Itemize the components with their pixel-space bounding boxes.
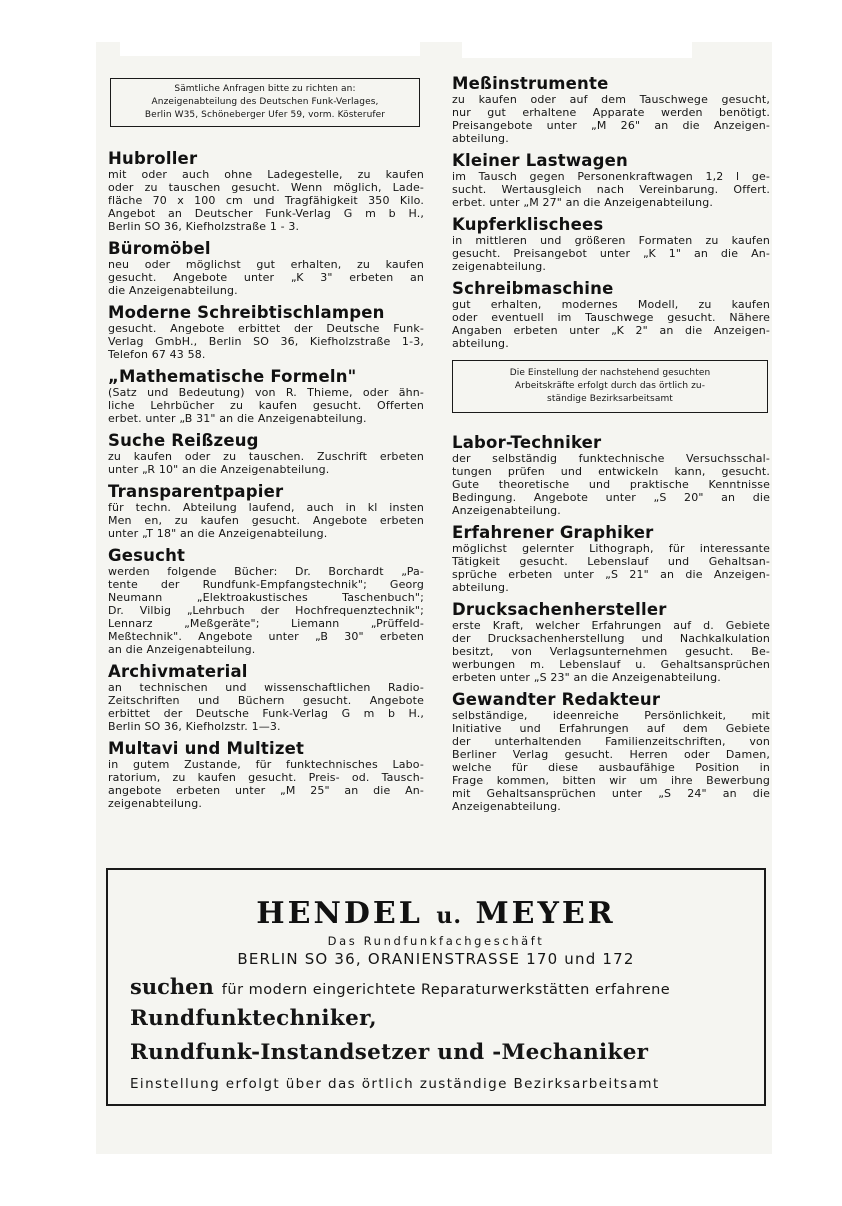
ad-title: Archivmaterial: [108, 662, 248, 681]
ad-title: Kleiner Lastwagen: [452, 151, 628, 170]
ad-body: [108, 322, 424, 361]
ad-line: der selbständig funktechnische Versuchsschal-: [452, 452, 770, 465]
search-line: [130, 974, 670, 999]
ad-drucksachenhersteller: [452, 600, 770, 684]
notice-line: ständige Bezirksarbeitsamt: [547, 394, 673, 404]
ad-line: ratorium, zu kaufen gesucht. Preis- od. Tausch-: [108, 771, 424, 784]
ad-line: Meßtechnik". Angebote unter „B 30" erbeten: [108, 630, 424, 643]
ad-line: erbittet der Deutsche Funk-Verlag G m b H.,: [108, 707, 424, 720]
ad-line: mit Gehaltsansprüchen unter „S 24" an die: [452, 787, 770, 800]
ad-line: Tätigkeit gesucht. Lebenslauf und Gehaltsan-: [452, 555, 770, 568]
ad-body: [108, 168, 424, 233]
ad-redakteur: [452, 690, 770, 813]
ad-archivmaterial: [108, 662, 424, 733]
ad-title: Labor-Techniker: [452, 433, 602, 452]
ad-line: tungen prüfen und entwickeln kann, gesucht.: [452, 465, 770, 478]
ad-line: möglichst gelernter Lithograph, für interessante: [452, 542, 770, 555]
ad-line: unter „R 10" an die Anzeigenabteilung.: [108, 463, 330, 476]
ad-line: welche für diese ausbaufähige Position in: [452, 761, 770, 774]
ad-line: oder zu tauschen gesucht. Wenn möglich, Lade-: [108, 181, 424, 194]
company-name: [108, 896, 764, 931]
ad-line: erbet. unter „B 31" an die Anzeigenabteilung.: [108, 412, 367, 425]
ad-line: zu kaufen oder zu tauschen. Zuschrift erbeten: [108, 450, 424, 463]
ad-line: besitzt, von Verlagsunternehmen gesucht. Be-: [452, 645, 770, 658]
ad-line: Zeitschriften und Büchern gesucht. Angebote: [108, 694, 424, 707]
ad-line: Verlag GmbH., Berlin SO 36, Kiefholzstraße 1-3,: [108, 335, 424, 348]
ad-title: Gewandter Redakteur: [452, 690, 661, 709]
ad-body: [452, 298, 770, 350]
ad-line: sprüche erbeten unter „S 21" an die Anzeigen-: [452, 568, 770, 581]
ad-line: Angaben erbeten unter „K 2" an die Anzeigen-: [452, 324, 770, 337]
ad-line: Initiative und Erfahrungen auf dem Gebiete: [452, 722, 770, 735]
ad-line: werden folgende Bücher: Dr. Borchardt „Pa-: [108, 565, 424, 578]
ad-line: Bedingung. Angebote unter „S 20" an die: [452, 491, 770, 504]
ad-line: nur gut erhaltene Apparate werden benötigt.: [452, 106, 770, 119]
ad-title: Moderne Schreibtischlampen: [108, 303, 385, 322]
ad-title: Suche Reißzeug: [108, 431, 259, 450]
search-text: für modern eingerichtete Reparaturwerkstätten erfahrene: [221, 982, 671, 998]
ad-line: gesucht. Angebote unter „K 3" erbeten an: [108, 271, 424, 284]
ad-schreibmaschine: [452, 279, 770, 350]
ad-body: [108, 681, 424, 733]
ad-transparentpapier: [108, 482, 424, 540]
company-address: BERLIN SO 36, ORANIENSTRASSE 170 und 172: [237, 950, 635, 968]
ad-title: Erfahrener Graphiker: [452, 523, 654, 542]
notice-line: Anzeigenabteilung des Deutschen Funk-Verlages,: [151, 97, 379, 107]
ad-line: erbet. unter „M 27" an die Anzeigenabteilung.: [452, 196, 714, 209]
ad-bueromoebel: [108, 239, 424, 297]
paper-blank-area: [120, 6, 420, 56]
ad-title: Büromöbel: [108, 239, 211, 258]
ad-body: [108, 501, 424, 540]
ad-body: [108, 450, 424, 476]
company-name-last: MEYER: [475, 896, 616, 931]
ad-line: Anzeigenabteilung.: [452, 800, 561, 813]
employment-footer: Einstellung erfolgt über das örtlich zuständige Bezirksarbeitsamt: [130, 1076, 660, 1092]
job-title-2: Rundfunk-Instandsetzer und -Mechaniker: [130, 1040, 649, 1065]
ad-title: Drucksachenhersteller: [452, 600, 667, 619]
ad-line: erste Kraft, welcher Erfahrungen auf d. Gebiete: [452, 619, 770, 632]
ad-line: die Anzeigenabteilung.: [108, 284, 238, 297]
ad-line: Neumann „Elektroakustisches Taschenbuch";: [108, 591, 424, 604]
ad-body: [452, 709, 770, 813]
ad-multavi-multizet: [108, 739, 424, 810]
ad-line: Lennarz „Meßgeräte"; Liemann „Prüffeld-: [108, 617, 424, 630]
company-name-first: HENDEL: [256, 896, 423, 931]
ad-line: Berliner Verlag gesucht. Herren oder Damen,: [452, 748, 770, 761]
search-keyword: suchen: [130, 974, 214, 999]
ad-line: der Drucksachenherstellung und Nachkalkulation: [452, 632, 770, 645]
ad-line: abteilung.: [452, 581, 509, 594]
ad-gesucht-buecher: [108, 546, 424, 656]
ad-line: zu kaufen oder auf dem Tauschwege gesucht,: [452, 93, 770, 106]
ad-line: Men en, zu kaufen gesucht. Angebote erbeten: [108, 514, 424, 527]
ad-mathematische-formeln: [108, 367, 424, 425]
ad-body: [108, 386, 424, 425]
ad-line: neu oder möglichst gut erhalten, zu kaufen: [108, 258, 424, 271]
ad-line: Telefon 67 43 58.: [108, 348, 206, 361]
ad-line: (Satz und Bedeutung) von R. Thieme, oder ähn-: [108, 386, 424, 399]
ad-lastwagen: [452, 151, 770, 209]
employment-notice: [452, 360, 768, 413]
ad-line: der unterhaltenden Familienzeitschriften, von: [452, 735, 770, 748]
ad-graphiker: [452, 523, 770, 594]
ad-line: fläche 70 x 100 cm und Tragfähigkeit 350 Kilo.: [108, 194, 424, 207]
ad-body: [108, 565, 424, 656]
ad-title: „Mathematische Formeln": [108, 367, 357, 386]
ad-line: werbungen m. Lebenslauf u. Gehaltsansprüchen: [452, 658, 770, 671]
ad-line: oder eventuell im Tauschwege gesucht. Nähere: [452, 311, 770, 324]
ad-line: gut erhalten, modernes Modell, zu kaufen: [452, 298, 770, 311]
ad-messinstrumente: [452, 74, 770, 145]
ad-line: zeigenabteilung.: [452, 260, 547, 273]
ad-line: Angebot an Deutscher Funk-Verlag G m b H.,: [108, 207, 424, 220]
ad-line: Dr. Vilbig „Lehrbuch der Hochfrequenztechnik";: [108, 604, 424, 617]
ad-line: abteilung.: [452, 132, 509, 145]
contact-notice: [110, 78, 420, 127]
notice-line: Die Einstellung der nachstehend gesuchten: [509, 368, 711, 378]
ad-title: Meßinstrumente: [452, 74, 609, 93]
ad-body: [452, 619, 770, 684]
ad-title: Kupferklischees: [452, 215, 604, 234]
ad-line: selbständige, ideenreiche Persönlichkeit, mit: [452, 709, 770, 722]
paper-blank-area: [462, 4, 692, 58]
ad-line: abteilung.: [452, 337, 509, 350]
ad-hubroller: [108, 149, 424, 233]
ad-line: unter „T 18" an die Anzeigenabteilung.: [108, 527, 328, 540]
ad-title: Gesucht: [108, 546, 186, 565]
ad-line: liche Lehrbücher zu kaufen gesucht. Offerten: [108, 399, 424, 412]
right-column: [452, 74, 770, 819]
ad-line: gesucht. Angebote erbittet der Deutsche Funk-: [108, 322, 424, 335]
ad-labor-techniker: [452, 433, 770, 517]
ad-body: [452, 234, 770, 273]
ad-body: [452, 170, 770, 209]
ad-reisszeug: [108, 431, 424, 476]
job-title-1: Rundfunktechniker,: [130, 1006, 377, 1031]
hendel-meyer-ad: [106, 868, 766, 1106]
ad-line: in gutem Zustande, für funktechnisches Labo-: [108, 758, 424, 771]
ad-body: [452, 93, 770, 145]
ad-line: Frage kommen, bitten wir um ihre Bewerbung: [452, 774, 770, 787]
ad-line: sucht. Wertausgleich nach Vereinbarung. Offert.: [452, 183, 770, 196]
ad-line: Anzeigenabteilung.: [452, 504, 561, 517]
ad-title: Hubroller: [108, 149, 198, 168]
ad-line: gesucht. Preisangebot unter „K 1" an die An-: [452, 247, 770, 260]
ad-body: [452, 452, 770, 517]
ad-line: an die Anzeigenabteilung.: [108, 643, 256, 656]
ad-line: Berlin SO 36, Kiefholzstr. 1—3.: [108, 720, 281, 733]
ad-schreibtischlampen: [108, 303, 424, 361]
ad-line: mit oder auch ohne Ladegestelle, zu kaufen: [108, 168, 424, 181]
ad-title: Schreibmaschine: [452, 279, 614, 298]
ad-title: Multavi und Multizet: [108, 739, 305, 758]
company-subtitle: Das Rundfunkfachgeschäft: [327, 934, 545, 948]
ad-line: zeigenabteilung.: [108, 797, 203, 810]
ad-line: für techn. Abteilung laufend, auch in kl insten: [108, 501, 424, 514]
ad-body: [108, 258, 424, 297]
notice-line: Arbeitskräfte erfolgt durch das örtlich zu-: [514, 381, 706, 391]
ad-line: tente der Rundfunk-Empfangstechnik"; Georg: [108, 578, 424, 591]
notice-line: Berlin W35, Schöneberger Ufer 59, vorm. Kösterufer: [144, 110, 386, 120]
ad-kupferklischees: [452, 215, 770, 273]
ad-title: Transparentpapier: [108, 482, 284, 501]
ad-line: an technischen und wissenschaftlichen Radio-: [108, 681, 424, 694]
notice-line: Sämtliche Anfragen bitte zu richten an:: [174, 84, 356, 94]
ad-line: erbeten unter „S 23" an die Anzeigenabteilung.: [452, 671, 721, 684]
ad-body: [108, 758, 424, 810]
ad-body: [452, 542, 770, 594]
ad-line: angebote erbeten unter „M 25" an die An-: [108, 784, 424, 797]
ad-line: Preisangebote unter „M 26" an die Anzeigen-: [452, 119, 770, 132]
left-column: [108, 78, 424, 816]
ad-line: Gute theoretische und praktische Kenntnisse: [452, 478, 770, 491]
company-name-connector: u.: [436, 903, 462, 929]
ad-line: in mittleren und größeren Formaten zu kaufen: [452, 234, 770, 247]
ad-line: Berlin SO 36, Kiefholzstraße 1 - 3.: [108, 220, 300, 233]
ad-line: im Tausch gegen Personenkraftwagen 1,2 l ge-: [452, 170, 770, 183]
